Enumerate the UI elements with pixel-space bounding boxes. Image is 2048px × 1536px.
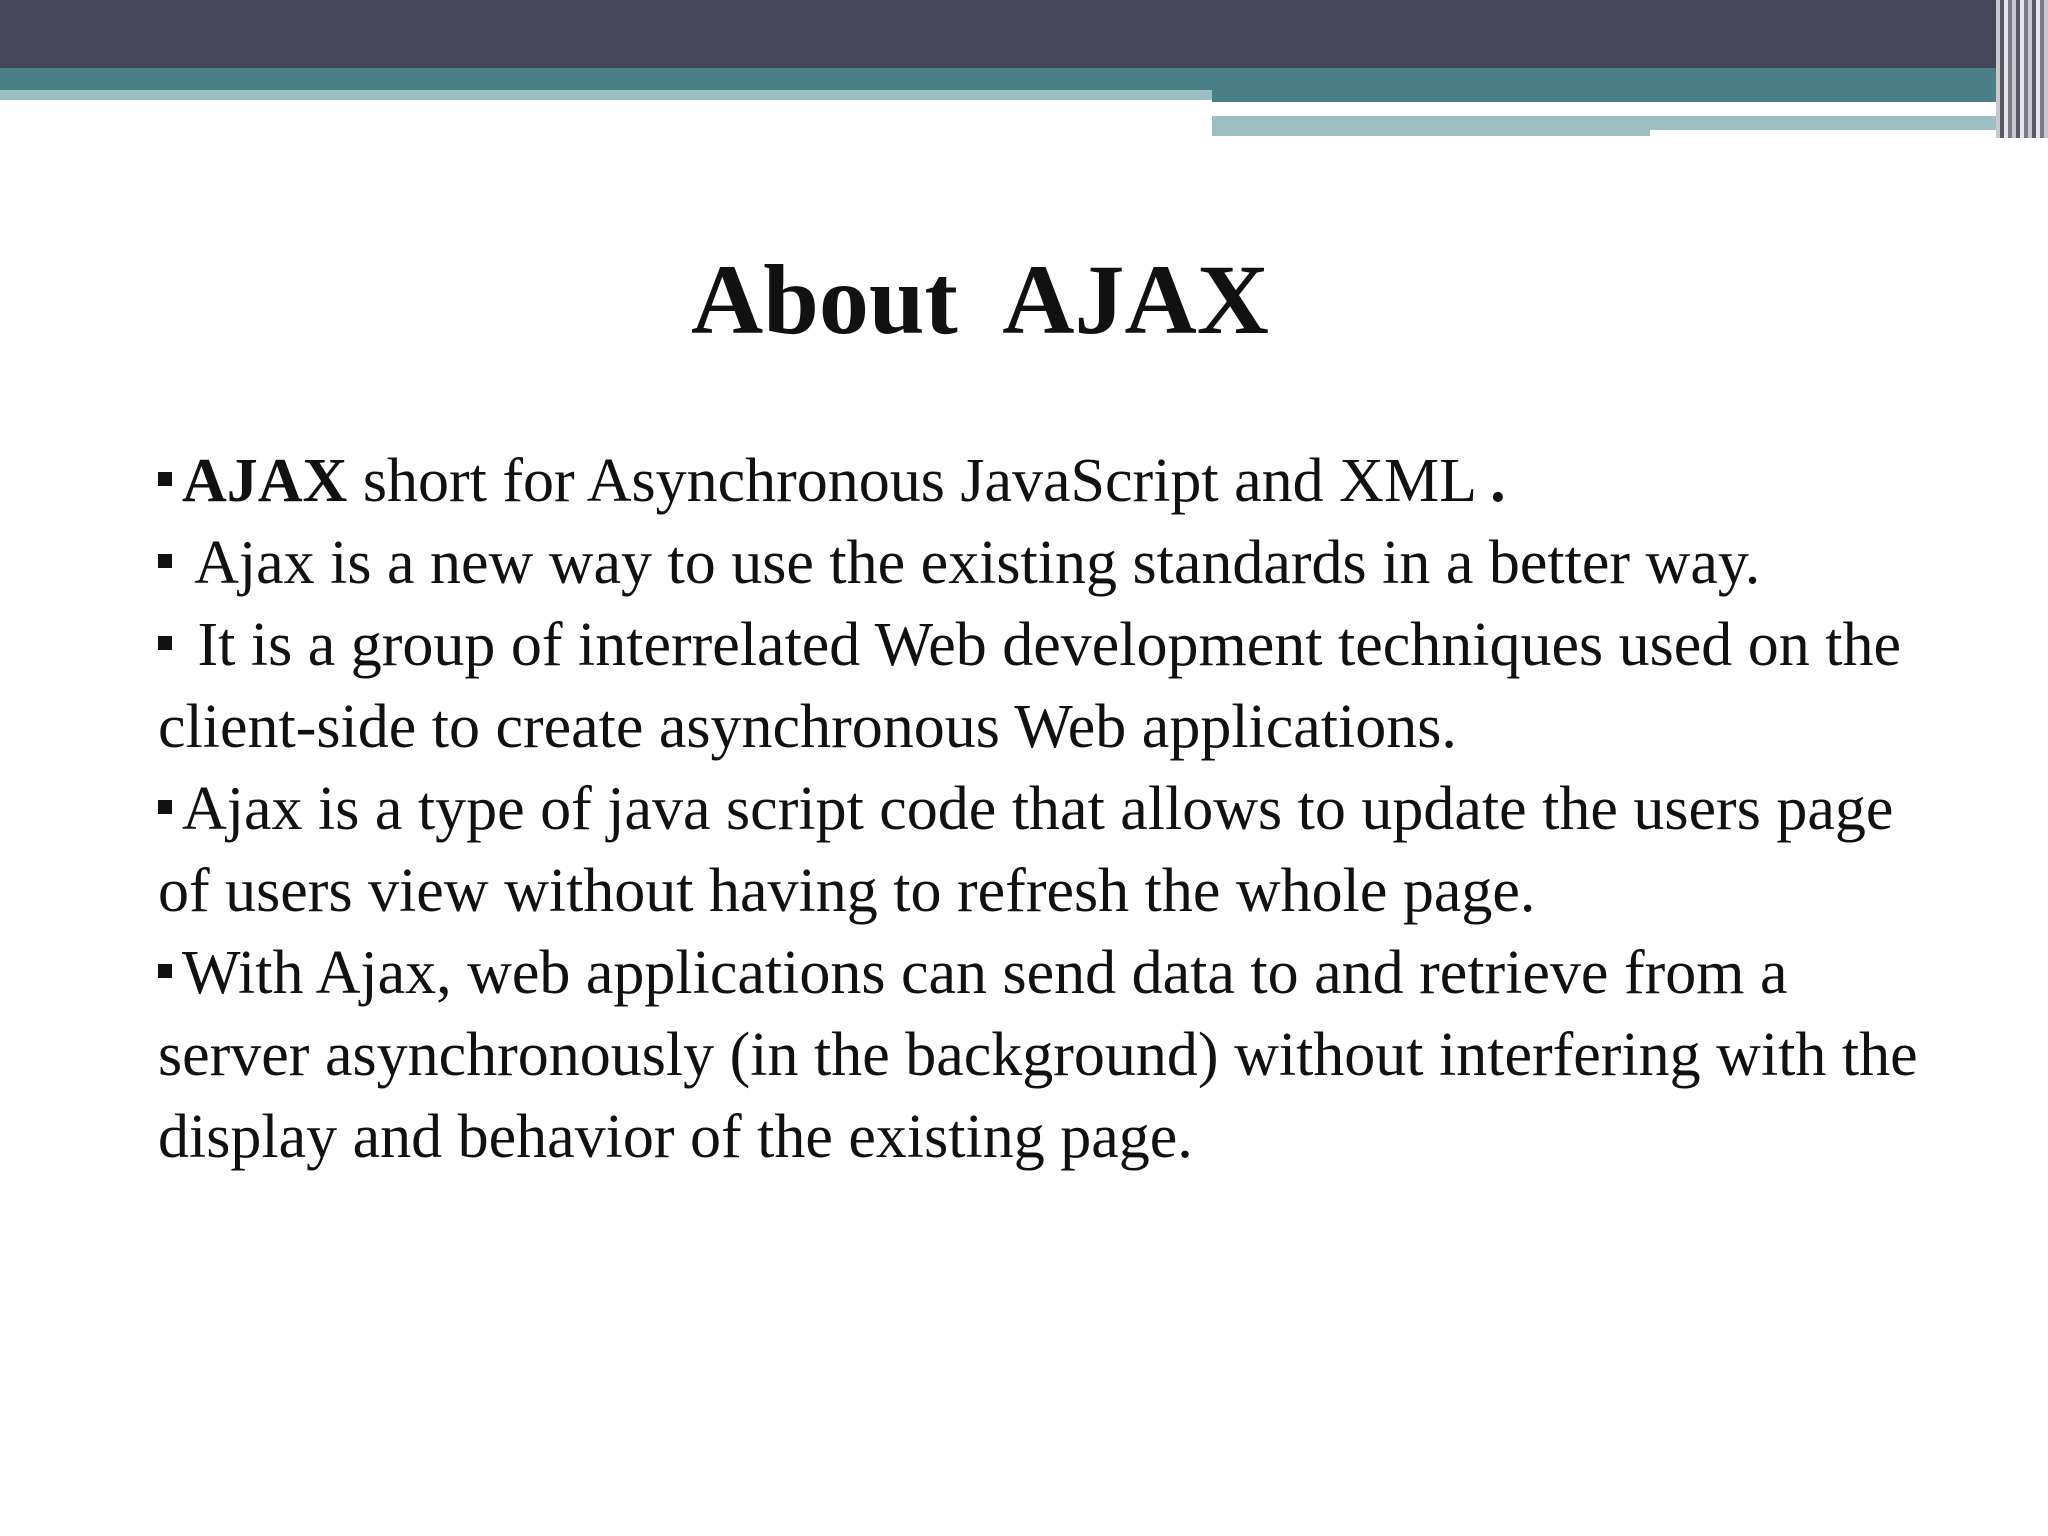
header-edge-stripes: [1996, 0, 2048, 138]
bullet-text: With Ajax, web applications can send data to and retrieve from a server asynchronously (in the background) without interfering with the display and behavior of the existing page.: [158, 939, 1918, 1171]
bullet-text: It is a group of interrelated Web development techniques used on the client-side to create asynchronous Web applications.: [158, 611, 1902, 761]
square-bullet-icon: [158, 964, 172, 978]
header-band-dark: [0, 0, 2048, 68]
bullet-text: Ajax is a new way to use the existing standards in a better way.: [182, 529, 1761, 597]
bullet-text: Ajax is a type of java script code that allows to update the users page of users view without having to refresh the whole page.: [158, 775, 1894, 925]
header-band-light-right: [1212, 116, 1650, 136]
header-band-teal-right: [1212, 90, 2048, 102]
header-band-white-line: [1212, 102, 1896, 116]
square-bullet-icon: [158, 554, 172, 568]
slide-title: About AJAX: [691, 244, 1269, 355]
header-band-light-left: [0, 90, 1212, 100]
bullet-item-techniques: [158, 604, 1948, 768]
square-bullet-icon: [158, 800, 172, 814]
square-bullet-icon: [158, 636, 172, 650]
bullet-bold-lead: AJAX: [182, 447, 348, 515]
header-band-teal: [0, 68, 2048, 90]
square-bullet-icon: [158, 472, 172, 486]
bullet-item-ajax-definition: [158, 440, 1948, 522]
header-band-light-right-short: [1650, 116, 1996, 130]
slide-body: [158, 440, 1948, 1178]
bullet-bold-tail: .: [1490, 447, 1506, 515]
bullet-text: short for Asynchronous JavaScript and XML: [347, 447, 1491, 515]
bullet-item-javascript-code: [158, 768, 1948, 932]
bullet-item-web-applications: [158, 932, 1948, 1178]
bullet-item-new-way: [158, 522, 1948, 604]
